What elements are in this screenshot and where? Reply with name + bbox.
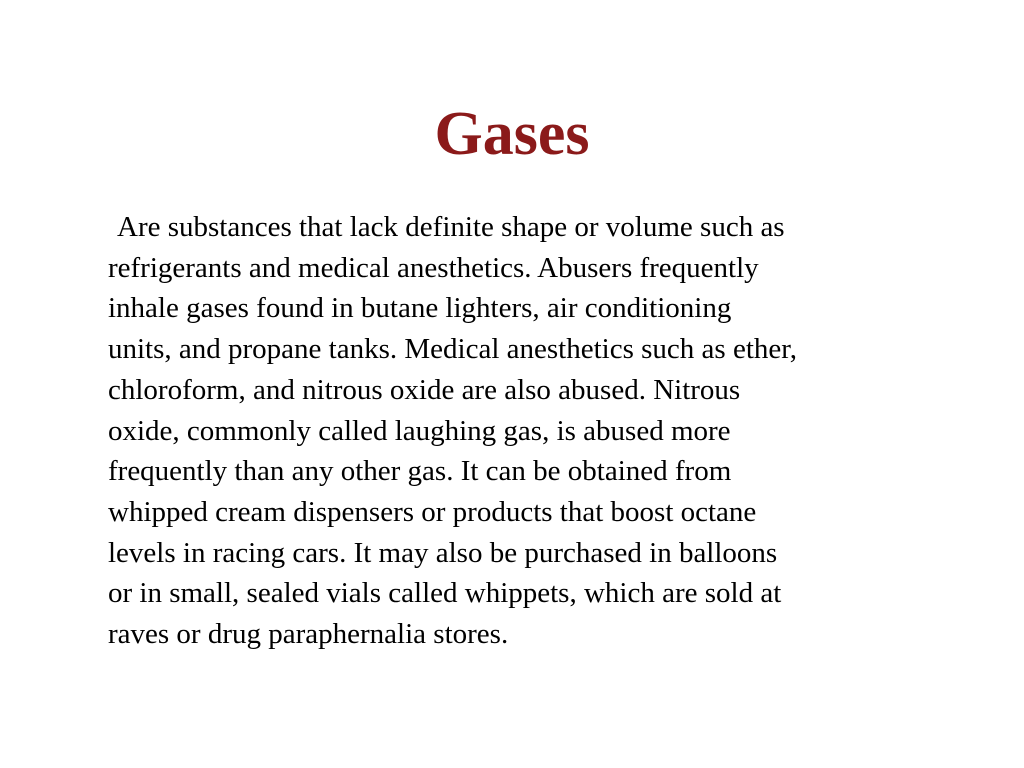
body-line: inhale gases found in butane lighters, air conditioning: [108, 292, 732, 325]
body-line: raves or drug paraphernalia stores.: [108, 618, 509, 651]
body-line: or in small, sealed vials called whippets, which are sold at: [108, 577, 782, 610]
body-line: whipped cream dispensers or products that boost octane: [108, 495, 757, 528]
slide-body-paragraph: [108, 207, 944, 655]
body-line: refrigerants and medical anesthetics. Abusers frequently: [108, 251, 759, 284]
body-line: frequently than any other gas. It can be obtained from: [108, 455, 732, 488]
body-line: chloroform, and nitrous oxide are also abused. Nitrous: [108, 373, 741, 406]
body-line: levels in racing cars. It may also be purchased in balloons: [108, 536, 778, 569]
slide-title: Gases: [434, 100, 590, 168]
body-line: Are substances that lack definite shape or volume such as: [117, 211, 785, 243]
body-line: units, and propane tanks. Medical anesthetics such as ether,: [108, 333, 797, 366]
body-line: oxide, commonly called laughing gas, is abused more: [108, 414, 731, 447]
